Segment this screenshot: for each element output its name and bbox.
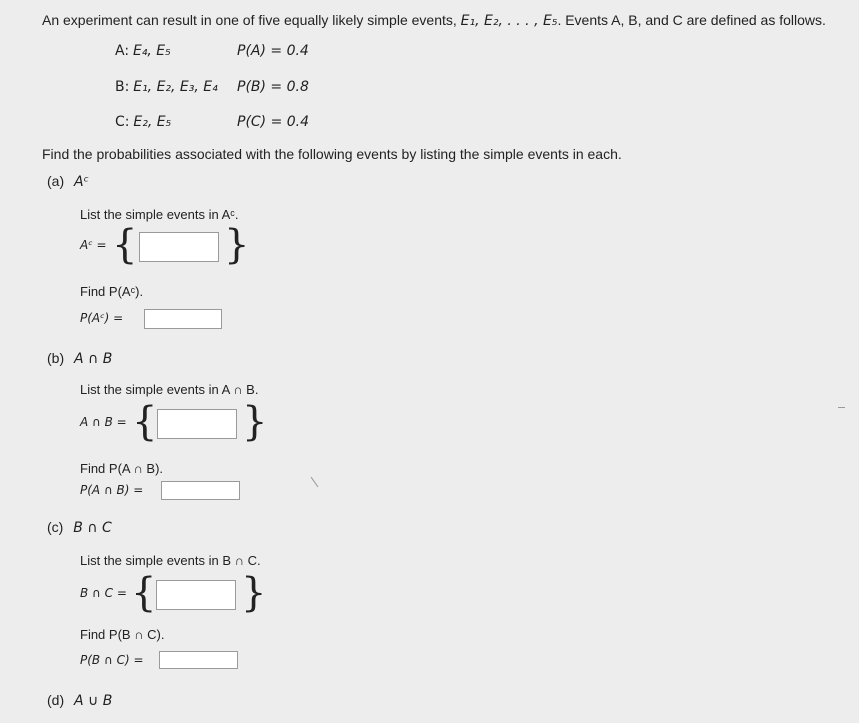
event-b-definition — [115, 78, 218, 95]
left-brace: { — [132, 399, 158, 445]
event-a-name: A: — [115, 43, 130, 59]
instruction: Find the probabilities associated with the following events by listing the simple events in each. — [42, 146, 622, 162]
intro-tail: . Events A, B, and C are defined as follows. — [557, 12, 826, 28]
intro-events-list: E₁, E₂, . . . , E₅ — [460, 13, 558, 29]
event-a-members: E₄, E₅ — [132, 43, 171, 59]
event-b-name: B: — [115, 79, 130, 95]
event-a-definition — [115, 42, 171, 59]
left-brace: { — [131, 570, 157, 616]
intro-lead: An experiment can result in one of five equally likely simple events, — [42, 12, 457, 28]
event-c-name: C: — [115, 114, 130, 130]
part-a-list-prompt: List the simple events in Aᶜ. — [80, 207, 239, 222]
right-brace: } — [242, 399, 268, 445]
part-a-set-lhs: Aᶜ = — [80, 238, 107, 252]
left-brace: { — [112, 222, 138, 268]
part-a-prob-lhs: P(Aᶜ) = — [80, 311, 124, 325]
event-c-members: E₂, E₅ — [133, 114, 172, 130]
part-b-header: (b) A ∩ B — [47, 350, 113, 367]
event-c-prob: P(C) = 0.4 — [237, 114, 310, 130]
stray-mark — [311, 477, 319, 487]
right-brace: } — [241, 570, 267, 616]
part-c-prob-lhs: P(B ∩ C) = — [80, 653, 144, 667]
part-a-find-prompt: Find P(Aᶜ). — [80, 284, 144, 299]
part-c-find-prompt: Find P(B ∩ C). — [80, 627, 165, 642]
event-c-definition — [115, 113, 171, 130]
part-a-prob-input[interactable] — [144, 309, 222, 329]
part-b-set-input[interactable] — [157, 409, 237, 439]
event-b-prob: P(B) = 0.8 — [237, 79, 309, 95]
stray-dash — [838, 407, 845, 408]
event-a-prob: P(A) = 0.4 — [237, 43, 309, 59]
event-b-members: E₁, E₂, E₃, E₄ — [133, 79, 218, 95]
problem-intro — [42, 12, 826, 29]
part-a-header: (a) Aᶜ — [47, 173, 89, 190]
part-c-list-prompt: List the simple events in B ∩ C. — [80, 553, 261, 568]
part-a-set-input[interactable] — [139, 232, 219, 262]
part-b-prob-lhs: P(A ∩ B) = — [80, 483, 144, 497]
part-b-set-lhs: A ∩ B = — [80, 415, 127, 429]
right-brace: } — [224, 222, 250, 268]
part-c-set-lhs: B ∩ C = — [80, 586, 127, 600]
part-c-prob-input[interactable] — [159, 651, 238, 669]
part-c-header: (c) B ∩ C — [47, 519, 112, 536]
part-b-list-prompt: List the simple events in A ∩ B. — [80, 382, 259, 397]
part-b-prob-input[interactable] — [161, 481, 240, 500]
part-c-set-input[interactable] — [156, 580, 236, 610]
part-d-header: (d) A ∪ B — [47, 692, 113, 709]
part-b-find-prompt: Find P(A ∩ B). — [80, 461, 164, 476]
